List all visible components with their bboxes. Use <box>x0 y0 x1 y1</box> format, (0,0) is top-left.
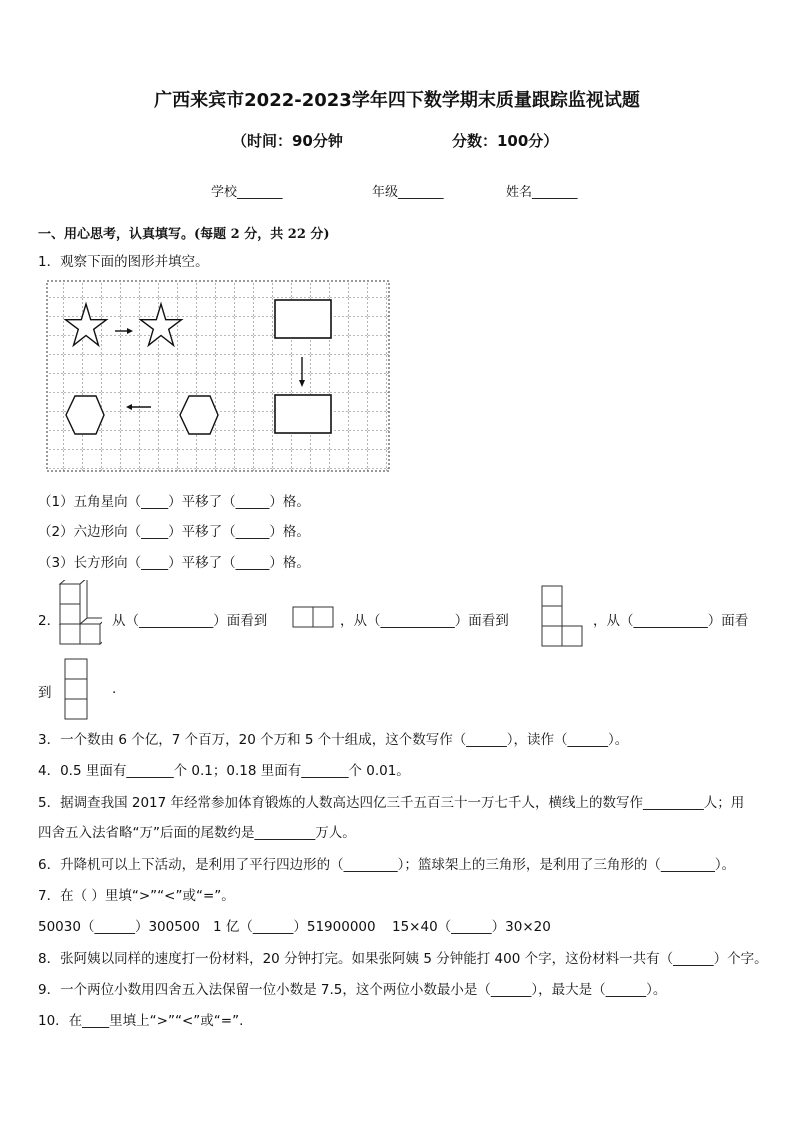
q5-line2: 四舍五入法省略“万”后面的尾数约是_________万人。 <box>38 825 356 841</box>
q1-sub1: （1）五角星向（____）平移了（_____）格。 <box>38 494 310 510</box>
section-1-heading: 一、用心思考，认真填写。(每题 2 分，共 22 分) <box>38 227 330 242</box>
cube-stack-figure <box>56 580 102 648</box>
q1-sub2: （2）六边形向（____）平移了（_____）格。 <box>38 524 310 540</box>
q9: 9．一个两位小数用四舍五入法保留一位小数是 7.5，这个两位小数最小是（______），最大是（______）。 <box>38 982 667 998</box>
grade-field: 年级_______ <box>372 185 444 200</box>
q4: 4．0.5 里面有_______个 0.1；0.18 里面有_______个 0.01。 <box>38 763 410 779</box>
school-field: 学校_______ <box>211 185 283 200</box>
q2-number: 2． <box>38 613 61 629</box>
view-l-shape <box>541 585 585 649</box>
score-label: 分数：100分） <box>452 132 559 150</box>
rectangle-moved <box>275 395 331 433</box>
q8: 8．张阿姨以同样的速度打一份材料，20 分钟打完。如果张阿姨 5 分钟能打 400 个字，这份材料一共有（______）个字。 <box>38 951 768 967</box>
q2-text-5: . <box>112 681 117 697</box>
q6: 6．升降机可以上下活动，是利用了平行四边形的（________）；篮球架上的三角形，是利用了三角形的（________）。 <box>38 857 736 873</box>
view-two-squares <box>292 606 336 628</box>
q7-item-2: 1 亿（______）51900000 <box>213 919 376 935</box>
q2-text-2: ，从（___________）面看到 <box>340 613 509 629</box>
q7-item-1: 50030（______）300500 <box>38 919 200 935</box>
q2-text-3: ，从（___________）面看 <box>593 613 749 629</box>
q2-text-1: 从（___________）面看到 <box>112 613 268 629</box>
q5-line1: 5．据调查我国 2017 年经常参加体育锻炼的人数高达四亿三千五百三十一万七千人，横线上的数写作_________人；用 <box>38 795 745 811</box>
view-column <box>64 658 90 722</box>
hexagon-original <box>66 396 104 434</box>
hexagon-moved <box>180 396 218 434</box>
page-title: 广西来宾市2022-2023学年四下数学期末质量跟踪监视试题 <box>154 90 640 111</box>
name-field: 姓名_______ <box>506 185 578 200</box>
q1-stem: 1．观察下面的图形并填空。 <box>38 254 209 270</box>
translation-grid-figure <box>45 279 391 473</box>
q1-sub3: （3）长方形向（____）平移了（_____）格。 <box>38 555 310 571</box>
q7: 7．在（ ）里填“>”“<”或“=”。 <box>38 888 235 904</box>
q10: 10．在____里填上“>”“<”或“=”. <box>38 1013 244 1029</box>
rectangle-original <box>275 300 331 338</box>
q3: 3．一个数由 6 个亿，7 个百万，20 个万和 5 个十组成，这个数写作（______），读作（______）。 <box>38 732 629 748</box>
q7-item-3: 15×40（______）30×20 <box>392 919 551 935</box>
q2-text-4: 到 <box>38 685 52 701</box>
time-label: （时间：90分钟 <box>232 132 343 150</box>
